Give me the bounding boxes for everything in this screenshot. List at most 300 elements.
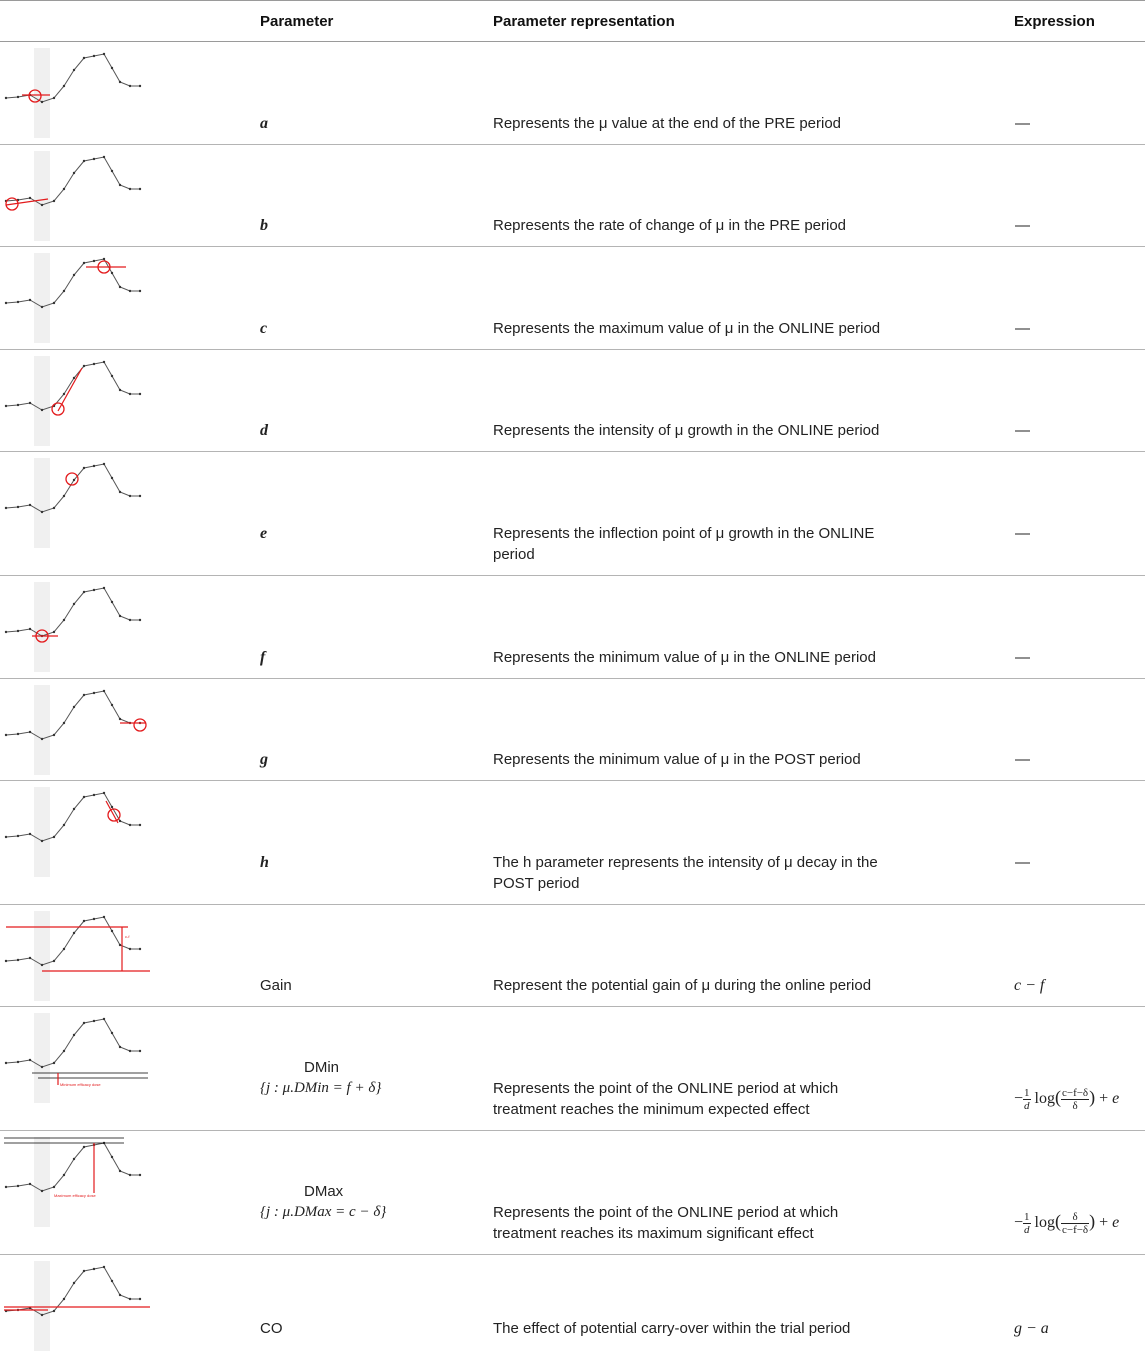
curve-point: [73, 808, 75, 810]
pre-band: [34, 253, 50, 343]
representation-text: Represents the point of the ONLINE period at which treatment reaches the minimum expected effect: [493, 1080, 839, 1118]
curve-point: [139, 393, 141, 395]
curve-point: [111, 67, 113, 69]
curve-point: [103, 156, 105, 158]
pre-band: [34, 458, 50, 548]
expression-text: —: [1015, 854, 1030, 871]
curve-point: [63, 824, 65, 826]
representation-cell: [491, 1131, 1012, 1255]
curve-point: [63, 188, 65, 190]
curve-point: [73, 603, 75, 605]
header-parameter: Parameter: [258, 1, 491, 42]
curve-point: [129, 495, 131, 497]
curve-point: [83, 920, 85, 922]
curve-point: [119, 1294, 121, 1296]
curve-point: [139, 1298, 141, 1300]
curve-point: [63, 85, 65, 87]
representation-cell: [491, 145, 1012, 247]
curve-point: [139, 1050, 141, 1052]
thumbnail-co: [2, 1261, 152, 1356]
thumbnail-cell: [0, 1255, 258, 1349]
expression-text: —: [1015, 751, 1030, 768]
parameter-cell: [258, 1131, 491, 1255]
curve-point: [17, 1185, 19, 1187]
parameter-symbol: g: [260, 751, 268, 768]
thumbnail-cell: [0, 247, 258, 350]
curve-point: [119, 286, 121, 288]
representation-text: The h parameter represents the intensity of μ decay in the POST period: [493, 854, 878, 892]
curve-point: [93, 465, 95, 467]
expression-cell: [1012, 905, 1145, 1007]
curve-point: [63, 722, 65, 724]
mu-curve: [6, 1143, 140, 1191]
representation-cell: [491, 452, 1012, 576]
curve-point: [41, 1314, 43, 1316]
representation-cell: [491, 576, 1012, 679]
parameter-cell: [258, 1255, 491, 1349]
curve-point: [63, 290, 65, 292]
expression-render: − $\frac{1}{d}$ log( $\frac{c-f-\delta}{\delta}$ ) + e: [1014, 1087, 1120, 1112]
curve-point: [41, 101, 43, 103]
header-representation: Parameter representation: [491, 1, 1012, 42]
curve-point: [41, 964, 43, 966]
curve-point: [63, 1174, 65, 1176]
expression-cell: [1012, 247, 1145, 350]
curve-point: [119, 1046, 121, 1048]
curve-point: [129, 1298, 131, 1300]
curve-point: [41, 306, 43, 308]
highlight-line: [106, 801, 118, 823]
expression-text: g − a: [1014, 1319, 1049, 1337]
expression-text: —: [1015, 422, 1030, 439]
thumbnail-label: c-f: [125, 934, 130, 939]
curve-point: [5, 97, 7, 99]
pre-band: [34, 582, 50, 672]
representation-cell: [491, 42, 1012, 145]
curve-point: [73, 377, 75, 379]
table-row: [0, 145, 1145, 247]
thumbnail-a: [2, 48, 152, 143]
curve-point: [17, 404, 19, 406]
parameter-cell: [258, 42, 491, 145]
curve-point: [103, 361, 105, 363]
curve-point: [129, 393, 131, 395]
curve-point: [129, 948, 131, 950]
curve-point: [103, 258, 105, 260]
parameter-symbol: c: [260, 320, 268, 337]
curve-point: [83, 591, 85, 593]
thumbnail-cell: [0, 781, 258, 905]
parameter-name: Gain: [260, 977, 292, 994]
parameter-name: DMin: [304, 1059, 340, 1076]
header-image: [0, 1, 258, 42]
thumbnail-b: [2, 151, 152, 246]
curve-point: [73, 706, 75, 708]
curve-point: [29, 731, 31, 733]
curve-point: [129, 824, 131, 826]
curve-point: [41, 1066, 43, 1068]
curve-point: [73, 932, 75, 934]
parameter-cell: [258, 679, 491, 781]
curve-point: [53, 631, 55, 633]
pre-band: [34, 151, 50, 241]
curve-point: [73, 69, 75, 71]
curve-point: [63, 948, 65, 950]
curve-point: [17, 96, 19, 98]
highlight-circle: [134, 719, 146, 731]
expression-cell: [1012, 452, 1145, 576]
table-row: [0, 42, 1145, 145]
curve-point: [111, 170, 113, 172]
thumbnail-gain: [2, 911, 152, 1006]
table-row: [0, 679, 1145, 781]
curve-point: [41, 840, 43, 842]
curve-point: [29, 504, 31, 506]
curve-point: [139, 948, 141, 950]
curve-point: [129, 290, 131, 292]
expression-text: —: [1015, 320, 1030, 337]
parameter-cell: [258, 350, 491, 452]
curve-point: [53, 200, 55, 202]
table-row: [0, 1255, 1145, 1349]
curve-point: [73, 1158, 75, 1160]
representation-text: Represents the μ value at the end of the PRE period: [493, 115, 842, 132]
thumbnail-g: [2, 685, 152, 780]
representation-text: Represent the potential gain of μ during the online period: [493, 977, 872, 994]
representation-text: Represents the maximum value of μ in the ONLINE period: [493, 320, 881, 337]
parameter-cell: [258, 145, 491, 247]
curve-point: [129, 1174, 131, 1176]
curve-point: [119, 184, 121, 186]
curve-point: [63, 1298, 65, 1300]
curve-point: [93, 158, 95, 160]
curve-point: [63, 393, 65, 395]
representation-cell: [491, 781, 1012, 905]
curve-point: [29, 402, 31, 404]
curve-point: [41, 409, 43, 411]
curve-point: [111, 806, 113, 808]
representation-cell: [491, 1255, 1012, 1349]
mu-curve: [6, 362, 140, 410]
table-header-row: [0, 1, 1145, 42]
curve-point: [5, 302, 7, 304]
table-row: [0, 781, 1145, 905]
curve-point: [53, 836, 55, 838]
thumbnail-cell: [0, 350, 258, 452]
curve-point: [103, 463, 105, 465]
curve-point: [29, 1059, 31, 1061]
thumbnail-cell: [0, 679, 258, 781]
parameter-name: DMax: [304, 1183, 344, 1200]
curve-point: [29, 628, 31, 630]
parameter-symbol: d: [260, 422, 268, 439]
curve-point: [93, 1020, 95, 1022]
parameter-name: CO: [260, 1319, 283, 1337]
representation-cell: [491, 905, 1012, 1007]
expression-cell: [1012, 576, 1145, 679]
parameter-definition: {j : μ.DMax = c − δ}: [260, 1204, 387, 1220]
curve-point: [73, 172, 75, 174]
curve-point: [17, 506, 19, 508]
curve-point: [53, 960, 55, 962]
representation-text: Represents the rate of change of μ in the PRE period: [493, 217, 847, 234]
curve-point: [103, 53, 105, 55]
thumbnail-cell: [0, 1131, 258, 1255]
thumbnail-cell: [0, 905, 258, 1007]
expression-text: —: [1015, 649, 1030, 666]
curve-point: [111, 704, 113, 706]
curve-point: [53, 302, 55, 304]
header-expression: Expression: [1012, 1, 1145, 42]
parameter-cell: [258, 1007, 491, 1131]
curve-point: [5, 960, 7, 962]
thumbnail-d: [2, 356, 152, 451]
curve-point: [29, 299, 31, 301]
parameter-definition: {j : μ.DMin = f + δ}: [260, 1080, 382, 1096]
curve-point: [73, 274, 75, 276]
parameter-cell: [258, 781, 491, 905]
curve-point: [93, 692, 95, 694]
curve-point: [17, 835, 19, 837]
curve-point: [139, 188, 141, 190]
curve-point: [41, 511, 43, 513]
table-row: [0, 1131, 1145, 1255]
curve-point: [41, 1190, 43, 1192]
curve-point: [111, 375, 113, 377]
curve-point: [53, 1310, 55, 1312]
table-row: [0, 350, 1145, 452]
curve-point: [29, 833, 31, 835]
curve-point: [53, 97, 55, 99]
table-row: [0, 247, 1145, 350]
curve-point: [5, 734, 7, 736]
representation-cell: [491, 350, 1012, 452]
curve-point: [111, 930, 113, 932]
representation-cell: [491, 247, 1012, 350]
curve-point: [83, 1146, 85, 1148]
curve-point: [83, 467, 85, 469]
expression-text: —: [1015, 217, 1030, 234]
curve-point: [111, 1032, 113, 1034]
curve-point: [139, 1174, 141, 1176]
curve-point: [83, 365, 85, 367]
representation-cell: [491, 1007, 1012, 1131]
curve-point: [53, 507, 55, 509]
curve-point: [111, 1156, 113, 1158]
mu-curve: [6, 1019, 140, 1067]
curve-point: [139, 85, 141, 87]
curve-point: [63, 495, 65, 497]
curve-point: [5, 836, 7, 838]
expression-cell: [1012, 1255, 1145, 1349]
thumbnail-cell: [0, 145, 258, 247]
curve-point: [5, 507, 7, 509]
curve-point: [139, 824, 141, 826]
curve-point: [83, 1022, 85, 1024]
thumbnail-e: [2, 458, 152, 553]
curve-point: [103, 916, 105, 918]
expression-text: —: [1015, 115, 1030, 132]
representation-text: Represents the intensity of μ growth in the ONLINE period: [493, 422, 880, 439]
parameter-symbol: h: [260, 854, 269, 871]
expression-text: c − f: [1014, 977, 1045, 994]
curve-point: [5, 631, 7, 633]
pre-band: [34, 1137, 50, 1227]
parameter-cell: [258, 905, 491, 1007]
highlight-circle: [52, 403, 64, 415]
thumbnail-cell: [0, 42, 258, 145]
curve-point: [111, 601, 113, 603]
expression-cell: [1012, 145, 1145, 247]
curve-point: [93, 363, 95, 365]
curve-point: [119, 389, 121, 391]
curve-point: [17, 1061, 19, 1063]
curve-point: [63, 619, 65, 621]
curve-point: [41, 204, 43, 206]
curve-point: [139, 495, 141, 497]
representation-cell: [491, 679, 1012, 781]
thumbnail-c: [2, 253, 152, 348]
pre-band: [34, 1013, 50, 1103]
mu-curve: [6, 259, 140, 307]
curve-point: [93, 55, 95, 57]
curve-point: [83, 1270, 85, 1272]
curve-point: [119, 615, 121, 617]
thumbnail-dmax: [2, 1137, 152, 1232]
parameter-symbol: e: [260, 525, 268, 542]
curve-point: [83, 160, 85, 162]
curve-point: [119, 944, 121, 946]
representation-text: Represents the minimum value of μ in the POST period: [493, 751, 861, 768]
curve-point: [139, 290, 141, 292]
curve-point: [29, 1183, 31, 1185]
table-row: [0, 576, 1145, 679]
curve-point: [93, 794, 95, 796]
curve-point: [111, 272, 113, 274]
curve-point: [73, 479, 75, 481]
curve-point: [83, 694, 85, 696]
curve-point: [83, 796, 85, 798]
thumbnail-cell: [0, 576, 258, 679]
curve-point: [111, 477, 113, 479]
curve-point: [53, 1062, 55, 1064]
curve-point: [93, 918, 95, 920]
curve-point: [53, 734, 55, 736]
pre-band: [34, 356, 50, 446]
pre-band: [34, 1261, 50, 1351]
parameter-cell: [258, 452, 491, 576]
mu-curve: [6, 691, 140, 739]
curve-point: [63, 1050, 65, 1052]
thumbnail-f: [2, 582, 152, 677]
curve-point: [5, 1062, 7, 1064]
curve-point: [29, 957, 31, 959]
mu-curve: [6, 1267, 140, 1315]
curve-point: [83, 262, 85, 264]
curve-point: [129, 188, 131, 190]
parameter-symbol: a: [260, 115, 268, 132]
mu-curve: [6, 464, 140, 512]
curve-point: [5, 1186, 7, 1188]
pre-band: [34, 787, 50, 877]
expression-cell: [1012, 1131, 1145, 1255]
table-row: [0, 1007, 1145, 1131]
parameter-symbol: f: [260, 649, 266, 666]
expression-text: —: [1015, 525, 1030, 542]
curve-point: [103, 587, 105, 589]
curve-point: [5, 405, 7, 407]
highlight-line: [58, 368, 82, 411]
thumbnail-label: Minimum efficacy dose: [60, 1082, 101, 1087]
curve-point: [17, 733, 19, 735]
table-row: [0, 452, 1145, 576]
parameter-symbol: b: [260, 217, 268, 234]
curve-point: [129, 619, 131, 621]
pre-band: [34, 911, 50, 1001]
curve-point: [53, 1186, 55, 1188]
thumbnail-h: [2, 787, 152, 882]
pre-band: [34, 685, 50, 775]
representation-text: Represents the minimum value of μ in the ONLINE period: [493, 649, 876, 666]
curve-point: [103, 792, 105, 794]
curve-point: [103, 690, 105, 692]
expression-cell: [1012, 781, 1145, 905]
curve-point: [119, 81, 121, 83]
curve-point: [103, 1018, 105, 1020]
curve-point: [93, 589, 95, 591]
curve-point: [119, 1170, 121, 1172]
expression-cell: [1012, 1007, 1145, 1131]
representation-text: Represents the point of the ONLINE period at which treatment reaches its maximum significant effect: [493, 1204, 839, 1242]
curve-point: [93, 1268, 95, 1270]
curve-point: [73, 1034, 75, 1036]
curve-point: [119, 820, 121, 822]
thumbnail-dmin: [2, 1013, 152, 1108]
mu-curve: [6, 917, 140, 965]
thumbnail-cell: [0, 452, 258, 576]
curve-point: [119, 491, 121, 493]
curve-point: [83, 57, 85, 59]
expression-cell: [1012, 350, 1145, 452]
representation-text: The effect of potential carry-over within the trial period: [493, 1319, 851, 1337]
curve-point: [29, 197, 31, 199]
curve-point: [17, 301, 19, 303]
thumbnail-label: Maximum efficacy dose: [54, 1193, 96, 1198]
expression-render: − $\frac{1}{d}$ log( $\frac{\delta}{c-f-\delta}$ ) + e: [1014, 1211, 1120, 1236]
pre-band: [34, 48, 50, 138]
curve-point: [41, 738, 43, 740]
curve-point: [93, 260, 95, 262]
thumbnail-cell: [0, 1007, 258, 1131]
curve-point: [119, 718, 121, 720]
curve-point: [17, 630, 19, 632]
curve-point: [139, 619, 141, 621]
curve-point: [129, 85, 131, 87]
curve-point: [103, 1266, 105, 1268]
parameter-cell: [258, 247, 491, 350]
expression-cell: [1012, 42, 1145, 145]
curve-point: [17, 959, 19, 961]
curve-point: [73, 1282, 75, 1284]
parameter-cell: [258, 576, 491, 679]
mu-curve: [6, 588, 140, 636]
expression-cell: [1012, 679, 1145, 781]
table-row: [0, 905, 1145, 1007]
curve-point: [111, 1280, 113, 1282]
representation-text: Represents the inflection point of μ growth in the ONLINE period: [493, 525, 875, 563]
curve-point: [129, 1050, 131, 1052]
mu-curve: [6, 157, 140, 205]
